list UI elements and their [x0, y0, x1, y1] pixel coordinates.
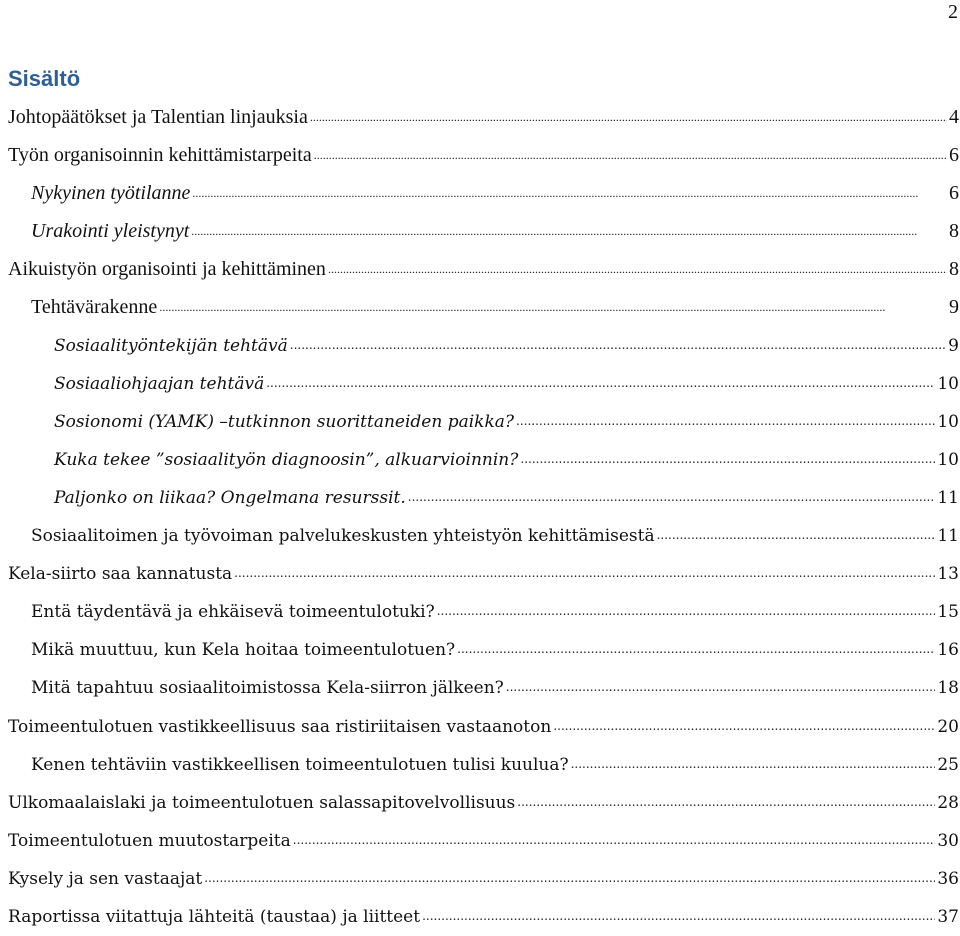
toc-entry-page: 8 [949, 258, 959, 281]
toc-entry-title: Sosiaalityöntekijän tehtävä [54, 335, 288, 356]
toc-entry-title: Kuka tekee ”sosiaalityön diagnoosin”, alkuarvioinnin? [54, 449, 519, 470]
toc-entry-page: 36 [937, 868, 959, 889]
toc-entry[interactable] [8, 365, 959, 403]
toc-entry[interactable] [8, 822, 959, 860]
toc-entry[interactable] [8, 441, 959, 479]
toc-entry[interactable] [8, 174, 959, 212]
toc-entry[interactable] [8, 593, 959, 631]
toc-entry-page: 11 [937, 526, 959, 547]
toc-entry[interactable] [8, 860, 959, 898]
toc-entry-title: Mikä muuttuu, kun Kela hoitaa toimeentulotuen? [31, 640, 456, 661]
toc-entry-title: Kela-siirto saa kannatusta [8, 564, 233, 585]
toc-entry-title: Aikuistyön organisointi ja kehittäminen [8, 258, 326, 281]
dot-leader [314, 149, 947, 161]
dot-leader [422, 910, 935, 922]
toc-entry[interactable] [8, 708, 959, 746]
toc-entry-title: Kenen tehtäviin vastikkeellisen toimeentulotuen tulisi kuulua? [31, 754, 569, 775]
toc-entry-page: 6 [949, 144, 959, 167]
toc-entry[interactable] [8, 784, 959, 822]
toc-entry-page: 37 [937, 906, 959, 927]
dot-leader [520, 453, 935, 465]
toc-entry[interactable] [8, 517, 959, 555]
toc-entry-title: Raportissa viitattuja lähteitä (taustaa) ja liitteet [8, 906, 421, 927]
toc-entry-page: 9 [948, 335, 959, 356]
toc-entry-page: 4 [949, 106, 959, 128]
toc-entry-page: 20 [937, 716, 959, 737]
toc-entry-title: Kysely ja sen vastaajat [8, 868, 203, 889]
dot-leader [657, 529, 936, 541]
toc-entry[interactable] [8, 327, 959, 365]
dot-leader [159, 301, 947, 313]
toc-entry-page: 13 [937, 564, 959, 585]
dot-leader [234, 567, 935, 579]
dot-leader [506, 681, 936, 693]
toc-entry-page: 10 [937, 411, 959, 432]
toc-entry-page: 28 [937, 792, 959, 813]
toc-entry-page: 11 [937, 487, 959, 508]
toc-entry[interactable] [8, 479, 959, 517]
toc-entry-page: 25 [937, 754, 959, 775]
page-number: 2 [948, 1, 958, 23]
toc-entry-title: Mitä tapahtuu sosiaalitoimistossa Kela-siirron jälkeen? [31, 678, 504, 699]
toc-entry[interactable] [8, 288, 959, 326]
toc-entry-page: 8 [949, 220, 959, 243]
toc-entry[interactable] [8, 98, 959, 136]
toc-entry-page: 10 [937, 449, 959, 470]
toc-entry[interactable] [8, 898, 959, 936]
toc-entry-title: Urakointi yleistynyt [31, 220, 190, 243]
dot-leader [516, 415, 935, 427]
toc-entry-page: 6 [949, 182, 959, 205]
toc-entry-title: Entä täydentävä ja ehkäisevä toimeentulotuki? [31, 602, 435, 623]
toc-entry[interactable] [8, 669, 959, 707]
toc-entry[interactable] [8, 631, 959, 669]
toc-entry-title: Nykyinen työtilanne [31, 182, 191, 205]
toc-entry[interactable] [8, 555, 959, 593]
dot-leader [293, 834, 936, 846]
toc-entry-page: 10 [937, 373, 959, 394]
toc-entry-page: 16 [937, 640, 959, 661]
toc-entry[interactable] [8, 403, 959, 441]
dot-leader [266, 377, 935, 389]
toc-entry-title: Toimeentulotuen muutostarpeita [8, 830, 291, 851]
toc-entry[interactable] [8, 746, 959, 784]
toc-entry[interactable] [8, 212, 959, 250]
toc-entry-page: 30 [937, 830, 959, 851]
dot-leader [191, 225, 947, 237]
dot-leader [192, 187, 947, 199]
dot-leader [437, 605, 936, 617]
dot-leader [408, 491, 936, 503]
toc-entry-page: 18 [937, 678, 959, 699]
dot-leader [204, 872, 935, 884]
toc-entry-page: 15 [937, 602, 959, 623]
toc-entry[interactable] [8, 250, 959, 288]
toc-entry[interactable] [8, 136, 959, 174]
dot-leader [553, 720, 935, 732]
toc-entry-title: Paljonko on liikaa? Ongelmana resurssit. [54, 487, 406, 508]
table-of-contents [8, 98, 959, 936]
toc-entry-title: Sosiaaliohjaajan tehtävä [54, 373, 265, 394]
toc-entry-title: Toimeentulotuen vastikkeellisuus saa ristiriitaisen vastaanoton [8, 716, 552, 737]
toc-entry-title: Sosionomi (YAMK) –tutkinnon suorittaneiden paikka? [54, 411, 515, 432]
toc-entry-title: Johtopäätökset ja Talentian linjauksia [8, 106, 308, 128]
dot-leader [310, 111, 947, 123]
toc-entry-title: Ulkomaalaislaki ja toimeentulotuen salassapitovelvollisuus [8, 792, 516, 813]
dot-leader [571, 758, 936, 770]
toc-entry-title: Sosiaalitoimen ja työvoiman palvelukeskusten yhteistyön kehittämisestä [31, 526, 655, 547]
dot-leader [517, 796, 935, 808]
dot-leader [328, 263, 947, 275]
dot-leader [290, 339, 946, 351]
toc-entry-page: 9 [949, 296, 959, 319]
toc-heading: Sisältö [8, 66, 81, 91]
toc-entry-title: Tehtävärakenne [31, 296, 158, 319]
dot-leader [457, 643, 935, 655]
toc-entry-title: Työn organisoinnin kehittämistarpeita [8, 144, 312, 167]
